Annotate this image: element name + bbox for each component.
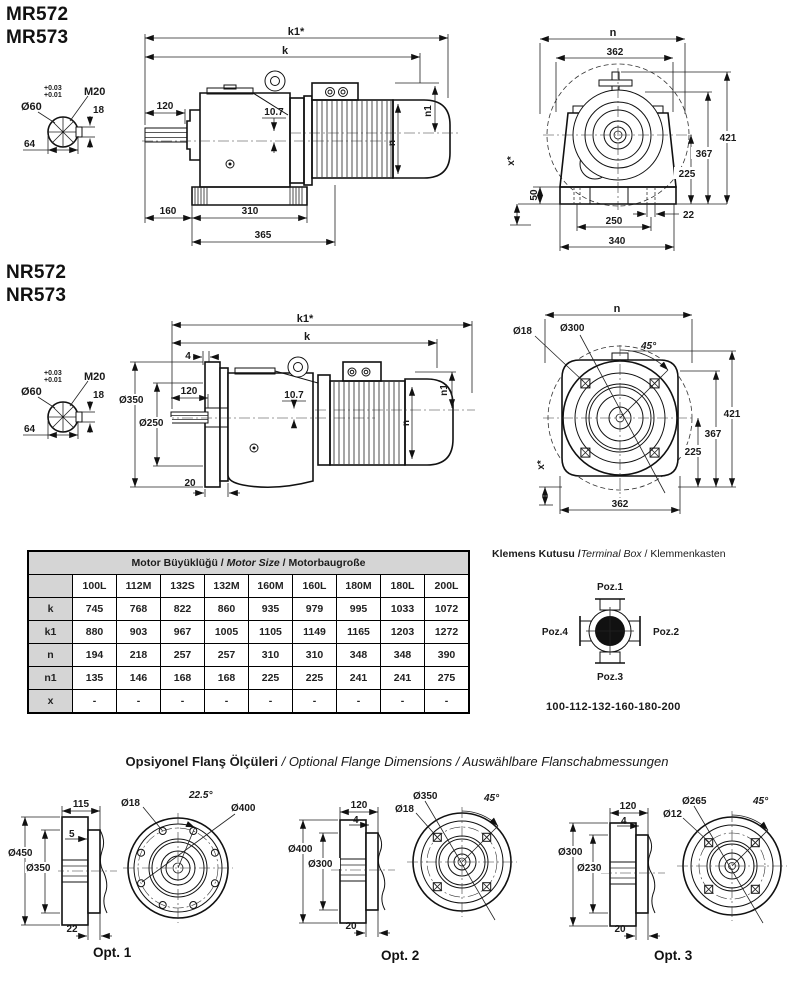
cell: 275 [425,667,470,690]
dim-362: 362 [606,47,624,58]
flange-opt3-drawing [553,785,793,945]
dim-k: k [281,45,289,57]
cell: 880 [73,621,117,644]
dim-width-over-key: 64 [24,424,36,435]
col-180M: 180M [337,575,381,598]
dim-n1: n1 [439,384,450,396]
dim-thread: M20 [84,371,106,383]
poz2-label: Poz.2 [653,627,680,638]
mr-front-view-drawing [485,18,785,258]
opt3-front-view [677,806,787,923]
dim-k1: k1* [287,26,305,38]
dim-n-width: n [609,27,617,39]
cell: 348 [381,644,425,667]
cell: 135 [73,667,117,690]
dim-spigot-dia: Ø300 [560,323,585,334]
dim-shaft-length: 120 [156,101,174,112]
col-112M: 112M [117,575,161,598]
cell: 1005 [205,621,249,644]
dim-x: x* [536,460,547,470]
terminal-box-title-en: Terminal Box [580,548,642,560]
dim-shaft-diameter: Ø60 [21,386,42,398]
dim-tolerance-lower: +0.01 [44,377,62,384]
dim-axis-offset: 10.7 [264,107,284,118]
cell: 257 [205,644,249,667]
cell: 967 [161,621,205,644]
cell: - [73,690,117,714]
dim-bolt-circle: Ø350 [413,791,438,802]
table-corner-cell [28,575,73,598]
cell: 1105 [249,621,293,644]
flange-title-tr: Opsiyonel Flanş Ölçüleri [125,754,278,769]
cell: - [205,690,249,714]
dim-step: 5 [69,829,75,840]
dim-421: 421 [719,133,737,144]
cell: - [117,690,161,714]
mr-models-title [6,3,68,49]
motor-outline [304,83,450,185]
cell: 257 [161,644,205,667]
dim-421: 421 [723,409,741,420]
dim-width-over-key: 64 [24,139,36,150]
flange-outline [205,362,228,487]
cell: - [249,690,293,714]
dim-22: 22 [683,210,695,221]
dim-4: 4 [185,351,191,362]
cell: - [293,690,337,714]
table-row-k1 [28,621,469,644]
mr-side-view-drawing [140,25,470,255]
row-label: k [28,598,73,621]
cell: 241 [381,667,425,690]
dim-20: 20 [184,478,196,489]
dim-bolt-circle: Ø400 [231,803,256,814]
mr-shaft-detail-drawing [18,60,143,170]
motor-outline [318,362,453,465]
flange-opt1-drawing [5,785,275,945]
dim-367: 367 [704,429,722,440]
dim-n1: n1 [423,105,434,117]
row-label: n [28,644,73,667]
cell: 1203 [381,621,425,644]
terminal-box-sizes: 100-112-132-160-180-200 [546,701,681,713]
dim-340: 340 [608,236,626,247]
nr-side-view-drawing [115,293,485,508]
dim-n: n [387,139,398,147]
cell: 822 [161,598,205,621]
cell: 935 [249,598,293,621]
col-132S: 132S [161,575,205,598]
dim-tolerance-upper: +0.03 [44,370,62,377]
dim-outer-dia: Ø300 [558,847,583,858]
opt2-caption: Opt. 2 [381,948,420,963]
cell: - [381,690,425,714]
mr-side-lower-dims [145,83,439,246]
dim-thk: 22 [66,924,78,935]
dim-angle: 45° [484,793,500,804]
table-title-de: / Motorbaugroße [279,557,366,569]
dim-hole-dia: Ø12 [663,809,682,820]
cell: 768 [117,598,161,621]
dim-k: k [303,331,311,343]
table-title-tr: Motor Büyüklüğü / [131,557,227,569]
nr-models-title [6,261,66,307]
foot-front-outline [518,187,727,204]
cell: - [425,690,470,714]
row-label: n1 [28,667,73,690]
motor-fins [334,382,399,464]
row-label: x [28,690,73,714]
dim-hole-dia: Ø18 [121,798,140,809]
dim-width: 115 [72,799,90,810]
cell: 903 [117,621,161,644]
dim-bolt-circle: Ø265 [682,796,707,807]
cell: 995 [337,598,381,621]
opt1-front-view [123,807,235,923]
terminal-box-body [586,607,634,655]
col-180L: 180L [381,575,425,598]
dim-225: 225 [678,169,696,180]
model-mr573: MR573 [6,27,69,48]
dim-365: 365 [254,230,272,241]
center-lines [142,133,460,141]
flange-title-rest: / Optional Flange Dimensions / Auswählbare Flanschabmessungen [277,754,669,769]
dim-spigot-dia: Ø230 [577,863,602,874]
cell: 1272 [425,621,470,644]
table-row-n [28,644,469,667]
dim-x: x* [506,156,517,166]
dim-key-width: 18 [93,105,105,116]
flange-opt2-drawing [283,785,528,945]
terminal-box-diagram [520,572,700,690]
dim-250: 250 [605,216,623,227]
terminal-box-title-tr: Klemens Kutusu / [492,548,581,560]
dim-angle: 45° [753,796,769,807]
dim-160: 160 [159,206,177,217]
table-row-n1 [28,667,469,690]
dim-shaft-diameter: Ø60 [21,101,42,113]
dim-362: 362 [611,499,629,510]
motor-fins [317,101,391,177]
cell: 218 [117,644,161,667]
cell: 241 [337,667,381,690]
cell: 310 [249,644,293,667]
dim-outer-dia: Ø400 [288,844,313,855]
gearbox-outline [145,71,304,187]
cell: 225 [293,667,337,690]
dim-flange-dia: Ø350 [119,395,144,406]
dim-spigot-dia: Ø250 [139,418,164,429]
model-nr573: NR573 [6,285,67,306]
opt3-side-view [569,808,665,940]
model-nr572: NR572 [6,262,67,283]
poz4-label: Poz.4 [541,627,568,638]
cell: 390 [425,644,470,667]
dim-hole-dia: Ø18 [395,804,414,815]
dim-spigot-dia: Ø300 [308,859,333,870]
cell: - [161,690,205,714]
dim-spigot-dia: Ø350 [26,863,51,874]
dim-step: 4 [353,815,359,826]
opt1-caption: Opt. 1 [93,945,132,960]
foot-outline [192,187,307,205]
flange-section-title [0,754,794,769]
dim-tolerance-upper: +0.03 [44,85,62,92]
dim-width: 120 [619,801,637,812]
dim-225: 225 [684,447,702,458]
dim-thk: 20 [345,921,357,932]
col-160L: 160L [293,575,337,598]
dim-step: 4 [621,816,627,827]
table-row-x [28,690,469,714]
dim-thread: M20 [84,86,106,98]
dim-shaft-length: 120 [180,386,198,397]
col-132M: 132M [205,575,249,598]
cell: 1072 [425,598,470,621]
poz1-label: Poz.1 [596,582,624,593]
terminal-box-title [492,548,726,560]
gearbox-outline [171,357,318,487]
cell: 348 [337,644,381,667]
poz3-label: Poz.3 [596,672,624,683]
opt2-front-view [407,801,517,920]
dim-axis-offset: 10.7 [284,390,304,401]
table-title-en: Motor Size [226,557,280,569]
col-100L: 100L [73,575,117,598]
table-title-cell [28,551,469,575]
dim-n-width: n [613,303,621,315]
cell: 745 [73,598,117,621]
model-mr572: MR572 [6,4,69,25]
cell: 225 [249,667,293,690]
dim-hole-dia: Ø18 [513,326,532,337]
dim-tolerance-lower: +0.01 [44,92,62,99]
nr-front-view-drawing [495,293,794,528]
cell: 310 [293,644,337,667]
dim-k1: k1* [296,313,314,325]
cell: 194 [73,644,117,667]
dim-angle: 22.5° [189,790,213,801]
col-200L: 200L [425,575,470,598]
cell: 168 [205,667,249,690]
dim-367: 367 [695,149,713,160]
dim-n: n [401,419,412,427]
cell: 1149 [293,621,337,644]
table-title-row [28,551,469,575]
opt3-caption: Opt. 3 [654,948,693,963]
cell: 1033 [381,598,425,621]
cell: 146 [117,667,161,690]
cell: - [337,690,381,714]
row-label: k1 [28,621,73,644]
dim-outer-dia: Ø450 [8,848,33,859]
dim-angle: 45° [641,341,657,352]
dim-50: 50 [529,189,540,201]
table-row-k [28,598,469,621]
cell: 979 [293,598,337,621]
dim-key-width: 18 [93,390,105,401]
col-160M: 160M [249,575,293,598]
cell: 1165 [337,621,381,644]
terminal-box-title-de: / Klemmenkasten [641,548,726,560]
dim-thk: 20 [614,924,626,935]
cell: 860 [205,598,249,621]
cell: 168 [161,667,205,690]
table-column-header-row [28,575,469,598]
motor-size-dimension-table [27,550,470,714]
opt2-side-view [299,807,395,937]
dim-width: 120 [350,800,368,811]
dim-310: 310 [241,206,259,217]
